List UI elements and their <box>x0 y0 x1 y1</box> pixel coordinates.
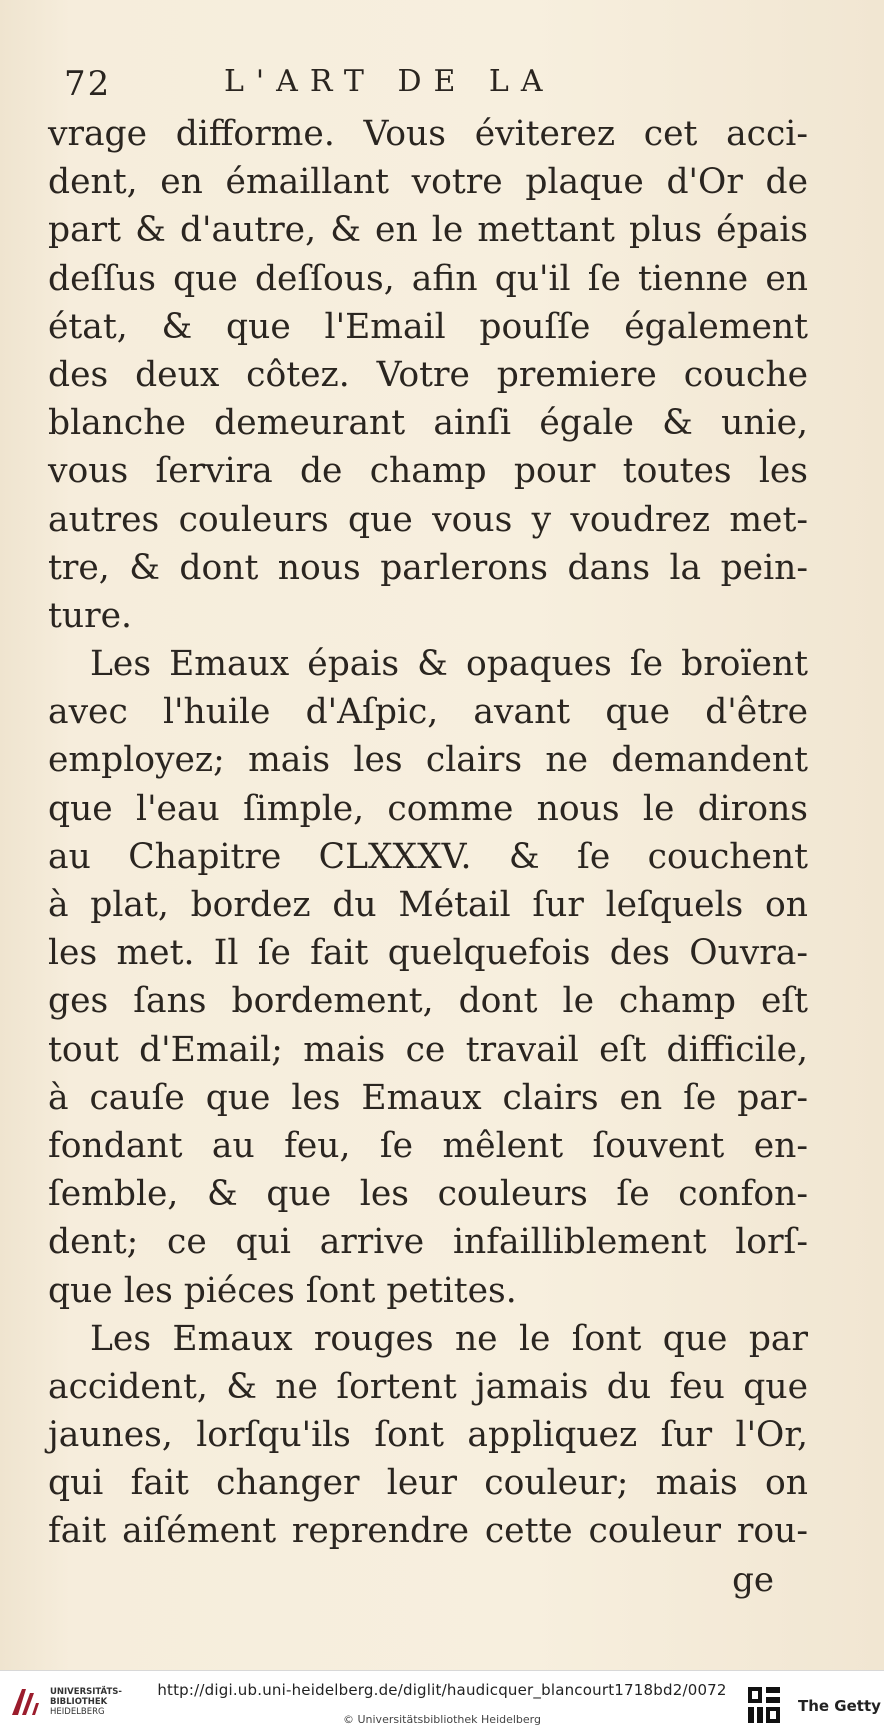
page-header <box>64 64 844 112</box>
catchword: ge <box>732 1560 774 1600</box>
text-line: à cauſe que les Emaux clairs en ſe par- <box>48 1077 808 1118</box>
text-line: à plat, bordez du Métail ſur leſquels on <box>48 885 808 925</box>
text-line: fait aiſément reprendre cette couleur rou- <box>48 1511 808 1552</box>
text-line: état, & que l'Email pouſſe également <box>48 306 808 347</box>
text-line: part & d'autre, & en le mettant plus épais <box>48 210 808 251</box>
text-line: accident, & ne ſortent jamais du feu que <box>48 1366 808 1407</box>
text-line: vrage difforme. Vous éviterez cet acci- <box>48 114 808 154</box>
text-line: blanche demeurant ainſi égale & unie, <box>48 403 808 444</box>
text-line: dent; ce qui arrive infailliblement lorſ- <box>48 1222 808 1263</box>
text-line: autres couleurs que vous y voudrez met- <box>48 499 808 540</box>
running-title: L'ART DE LA <box>224 64 555 99</box>
getty-logo-icon <box>746 1685 782 1725</box>
university-name: UNIVERSITÄTS- BIBLIOTHEK HEIDELBERG <box>50 1687 122 1717</box>
text-line: fondant au feu, ſe mêlent ſouvent en- <box>48 1125 808 1166</box>
footer-bar <box>0 1670 884 1735</box>
text-line: Les Emaux rouges ne le ſont que par <box>90 1318 808 1359</box>
text-line: que les piéces ſont petites. <box>48 1270 517 1311</box>
text-line: Les Emaux épais & opaques ſe broïent <box>90 644 808 685</box>
text-line: au Chapitre CLXXXV. & ſe couchent <box>48 836 808 877</box>
getty-name: The Getty <box>798 1697 881 1715</box>
text-line: jaunes, lorſqu'ils ſont appliquez ſur l'Or, <box>48 1415 808 1456</box>
text-line: tout d'Email; mais ce travail eſt difficile, <box>48 1029 808 1070</box>
text-line: ture. <box>48 595 132 636</box>
text-line: que l'eau ſimple, comme nous le dirons <box>48 788 808 829</box>
text-line: ges ſans bordement, dont le champ eſt <box>48 981 808 1022</box>
body-text <box>48 110 808 1556</box>
source-url-link[interactable]: http://digi.ub.uni-heidelberg.de/diglit/haudicquer_blancourt1718bd2/0072 <box>157 1681 727 1699</box>
text-line: employez; mais les clairs ne demandent <box>48 740 808 781</box>
text-line: vous ſervira de champ pour toutes les <box>48 451 808 492</box>
text-line: qui fait changer leur couleur; mais on <box>48 1463 808 1504</box>
text-line: tre, & dont nous parlerons dans la pein- <box>48 547 808 588</box>
text-line: deſſus que deſſous, afin qu'il ſe tienne en <box>48 258 808 299</box>
copyright-notice: © Universitätsbibliothek Heidelberg <box>342 1713 541 1726</box>
text-line: ſemble, & que les couleurs ſe confon- <box>48 1174 808 1215</box>
text-line: les met. Il ſe fait quelquefois des Ouvra- <box>48 933 808 974</box>
page-number: 72 <box>64 64 112 104</box>
text-line: avec l'huile d'Aſpic, avant que d'être <box>48 692 808 733</box>
text-line: des deux côtez. Votre premiere couche <box>48 354 808 395</box>
text-line: dent, en émaillant votre plaque d'Or de <box>48 162 808 203</box>
